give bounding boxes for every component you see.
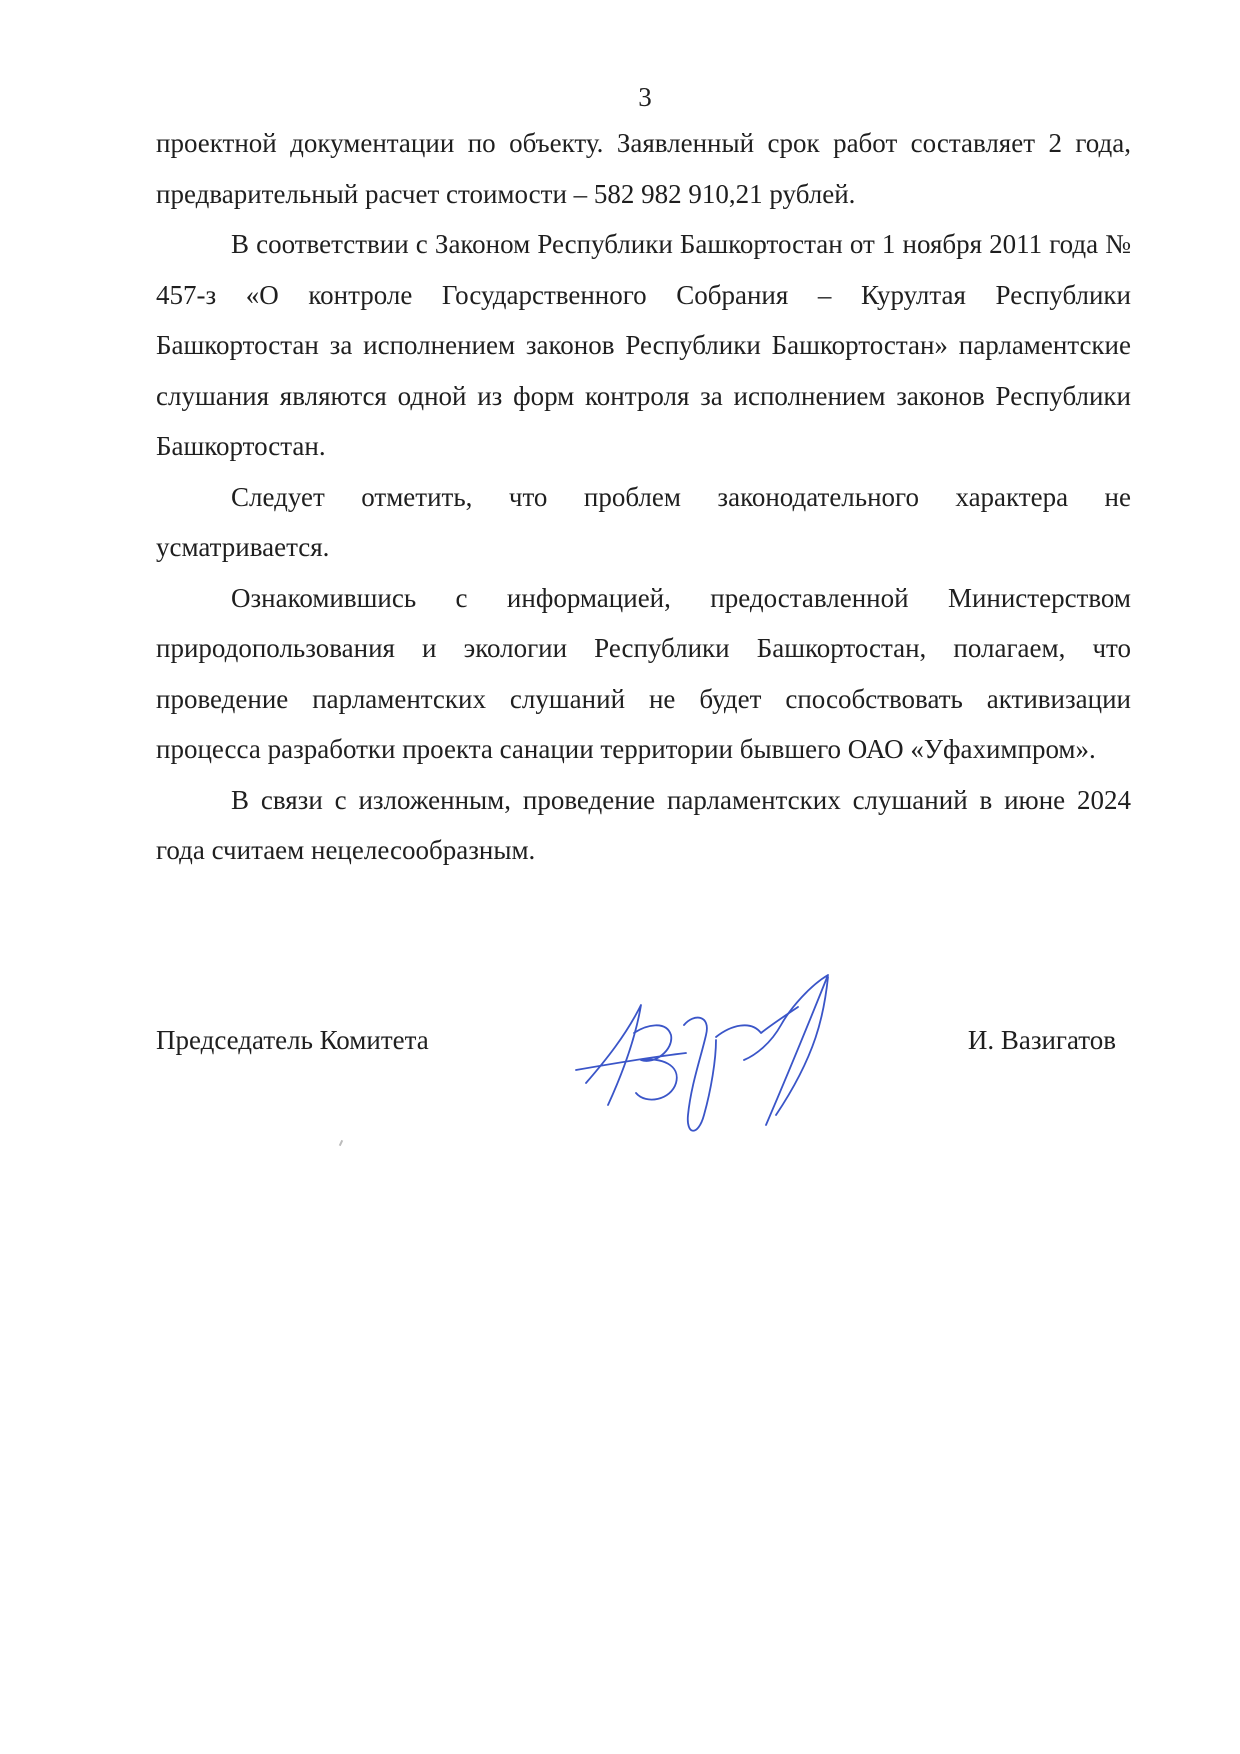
signer-position-title: Председатель Комитета — [156, 1025, 429, 1055]
signature-block — [156, 1010, 1116, 1170]
paragraph-law-reference: В соответствии с Законом Республики Башкортостан от 1 ноября 2011 года № 457-з «О контроле Государственного Собрания – Курултая Республики Башкортостан за исполнением законов Республики Башкортостан» парламентские слушания являются одной из форм контроля за исполнением законов Республики Башкортостан. — [156, 229, 1131, 461]
signer-name: И. Вазигатов — [967, 1025, 1116, 1055]
handwritten-signature — [566, 965, 866, 1155]
page-number: 3 — [638, 82, 652, 112]
paragraph-continuation: проектной документации по объекту. Заявленный срок работ составляет 2 года, предварительный расчет стоимости – 582 982 910,21 рублей. — [156, 128, 1131, 209]
paragraph-conclusion: В связи с изложенным, проведение парламентских слушаний в июне 2024 года считаем нецелесообразным. — [156, 784, 1131, 865]
paragraph-ministry-information: Ознакомившись с информацией, предоставленной Министерством природопользования и экологии Республики Башкортостан, полагаем, что проведение парламентских слушаний не будет способствовать активизации процесса разработки проекта санации территории бывшего ОАО «Уфахимпром». — [156, 582, 1131, 764]
letter-body — [156, 118, 1131, 876]
paragraph-no-legislative-problems: Следует отметить, что проблем законодательного характера не усматривается. — [156, 481, 1131, 562]
